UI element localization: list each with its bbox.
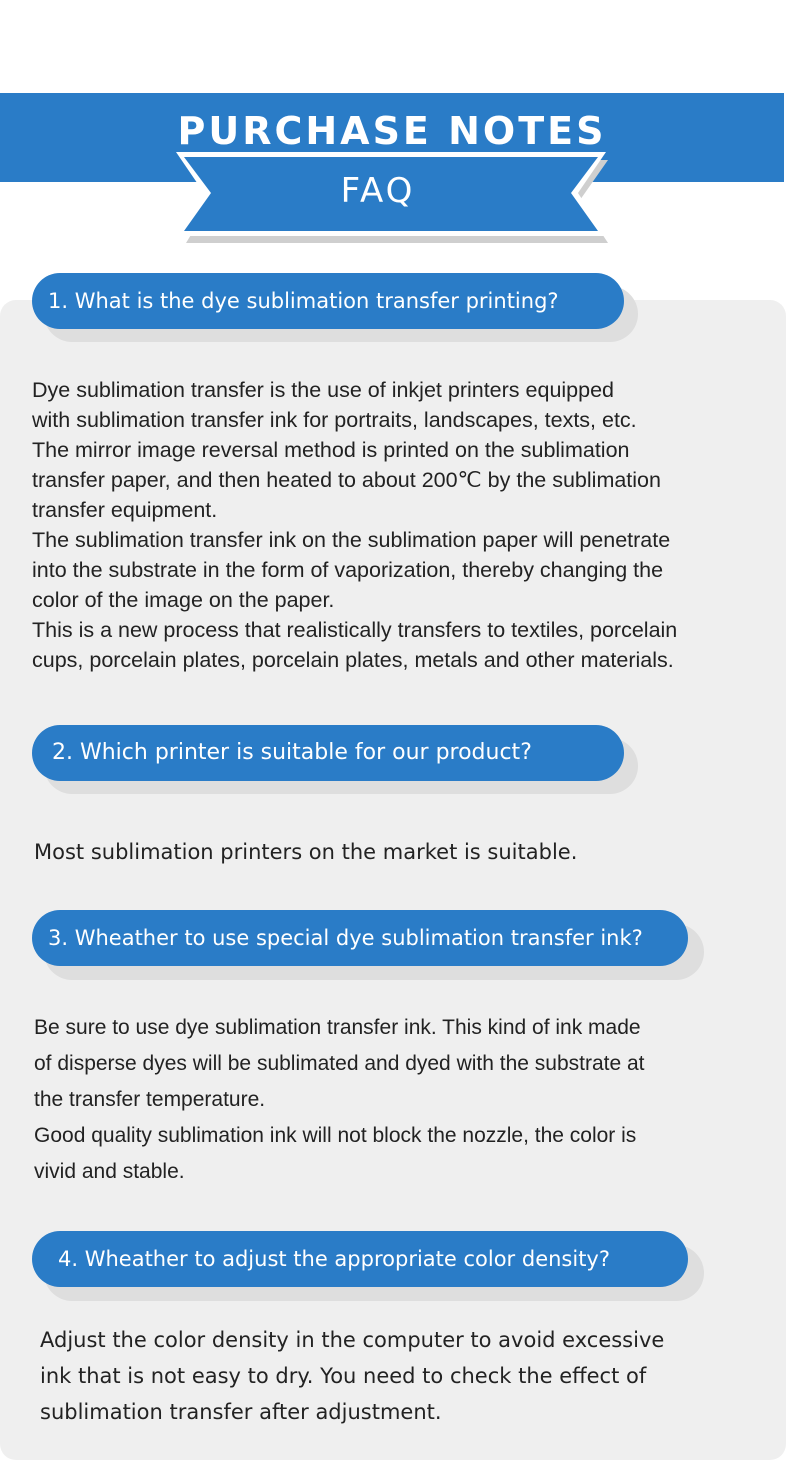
answer-3: Be sure to use dye sublimation transfer ink. This kind of ink made of disperse dyes will be sublimated and dyed with the substrate at the transfer temperature. Good quality sublimation ink will not block the nozzle, the color is vivid and stable. [34,1016,645,1183]
answer-1: Dye sublimation transfer is the use of inkjet printers equipped with sublimation transfer ink for portraits, landscapes, texts, etc. The mirror image reversal method is printed on the sublimation transfer paper, and then heated to about 200℃ by the sublimation transfer equipment. The sublimation transfer ink on the sublimation paper will penetrate into the substrate in the form of vaporization, thereby changing the color of the image on the paper. This is a new process that realistically transfers to textiles, porcelain cups, porcelain plates, porcelain plates, metals and other materials. [32,378,678,672]
answer-2: Most sublimation printers on the market is suitable. [34,840,578,864]
answer-4: Adjust the color density in the computer to avoid excessive ink that is not easy to dry. You need to check the effect of sublimation transfer after adjustment. [40,1328,665,1424]
question-3: 3. Wheather to use special dye sublimation transfer ink? [32,910,688,966]
question-2: 2. Which printer is suitable for our product? [32,725,624,781]
question-1: 1. What is the dye sublimation transfer printing? [32,273,624,329]
question-4: 4. Wheather to adjust the appropriate color density? [32,1231,688,1287]
page-title: PURCHASE NOTES [177,109,607,153]
page-subtitle: FAQ [340,171,416,211]
